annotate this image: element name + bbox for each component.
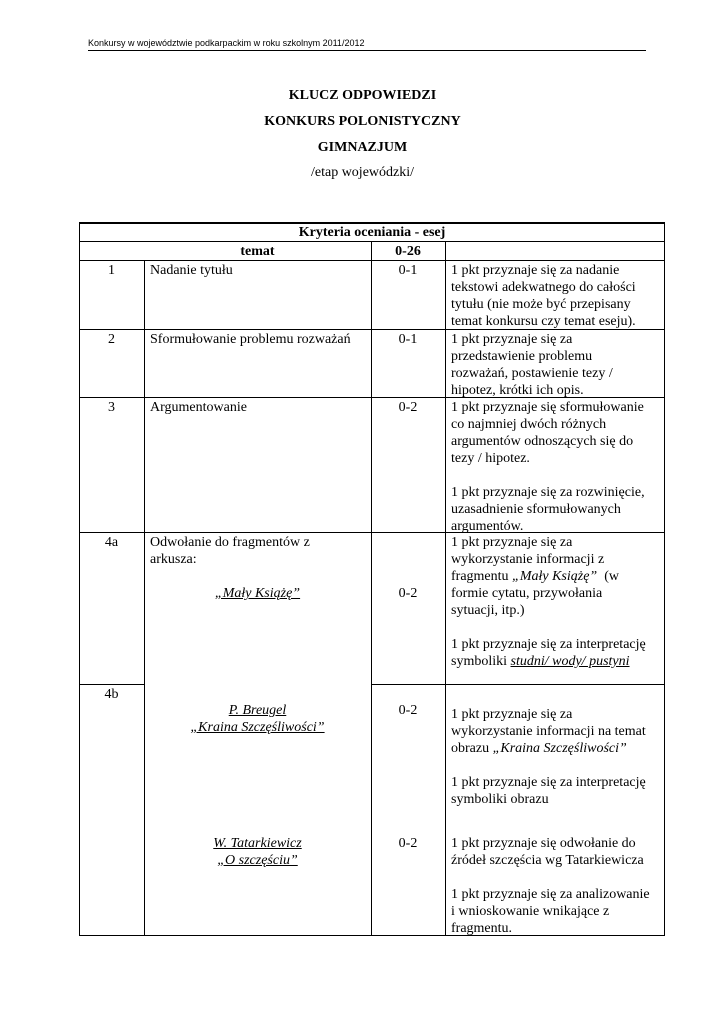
page-header: Konkursy w województwie podkarpackim w roku szkolnym 2011/2012 xyxy=(88,38,646,51)
doc-title: KLUCZ ODPOWIEDZI xyxy=(288,88,437,103)
table-caption: Kryteria oceniania - esej xyxy=(298,225,446,240)
row-description: 1 pkt przyznaje się za nadanie tekstowi adekwatnego do całości tytułu (nie może być przepisany temat konkursu czy temat eseju). xyxy=(451,263,636,329)
row-number: 4b xyxy=(104,687,119,702)
work-title: „O szczęściu” xyxy=(217,853,298,868)
row-number: 4a xyxy=(104,535,119,550)
doc-level: GIMNAZJUM xyxy=(317,140,408,155)
row-points: 0-2 xyxy=(398,703,418,718)
row-topic: Sformułowanie problemu rozważań xyxy=(150,332,351,347)
row-description: 1 pkt przyznaje się za wykorzystanie informacji z fragmentu „Mały Książę” (w formie cytatu, przywołania sytuacji, itp.) 1 pkt przyznaje się za interpretację symboliki studni/ wody/ pustyni xyxy=(451,535,646,669)
row-points: 0-2 xyxy=(398,836,418,851)
row-description: 1 pkt przyznaje się za przedstawienie problemu rozważań, postawienie tezy / hipotez, krótki ich opis. xyxy=(451,332,613,398)
criteria-table xyxy=(79,222,665,936)
row-points: 0-1 xyxy=(398,332,418,347)
col-header-temat: temat xyxy=(240,244,275,259)
col-header-points: 0-26 xyxy=(395,244,421,259)
row-topic: Nadanie tytułu xyxy=(150,263,233,278)
row-points: 0-2 xyxy=(398,586,418,601)
work-author: P. Breugel xyxy=(228,703,287,718)
row-number: 3 xyxy=(108,400,115,415)
work-author: W. Tatarkiewicz xyxy=(213,836,302,851)
row-topic: Odwołanie do fragmentów z arkusza: xyxy=(150,535,310,567)
row-number: 1 xyxy=(108,263,115,278)
row-topic: Argumentowanie xyxy=(150,400,247,415)
row-points: 0-1 xyxy=(398,263,418,278)
row-description: 1 pkt przyznaje się sformułowanie co najmniej dwóch różnych argumentów odnoszących się do tezy / hipotez. 1 pkt przyznaje się za rozwinięcie, uzasadnienie sformułowanych argumentów. xyxy=(451,400,645,534)
doc-subtitle: KONKURS POLONISTYCZNY xyxy=(264,114,461,129)
row-description: 1 pkt przyznaje się odwołanie do źródeł szczęścia wg Tatarkiewicza 1 pkt przyznaje się za analizowanie i wnioskowanie wnikające z fragmentu. xyxy=(451,836,650,936)
work-title: „Kraina Szczęśliwości” xyxy=(190,720,325,735)
row-description: 1 pkt przyznaje się za wykorzystanie informacji na temat obrazu „Kraina Szczęśliwości” 1 pkt przyznaje się za interpretację symboliki obrazu xyxy=(451,707,646,807)
doc-stage: /etap wojewódzki/ xyxy=(310,165,415,180)
row-number: 2 xyxy=(108,332,115,347)
work-title: „Mały Książę” xyxy=(214,586,301,601)
row-points: 0-2 xyxy=(398,400,418,415)
